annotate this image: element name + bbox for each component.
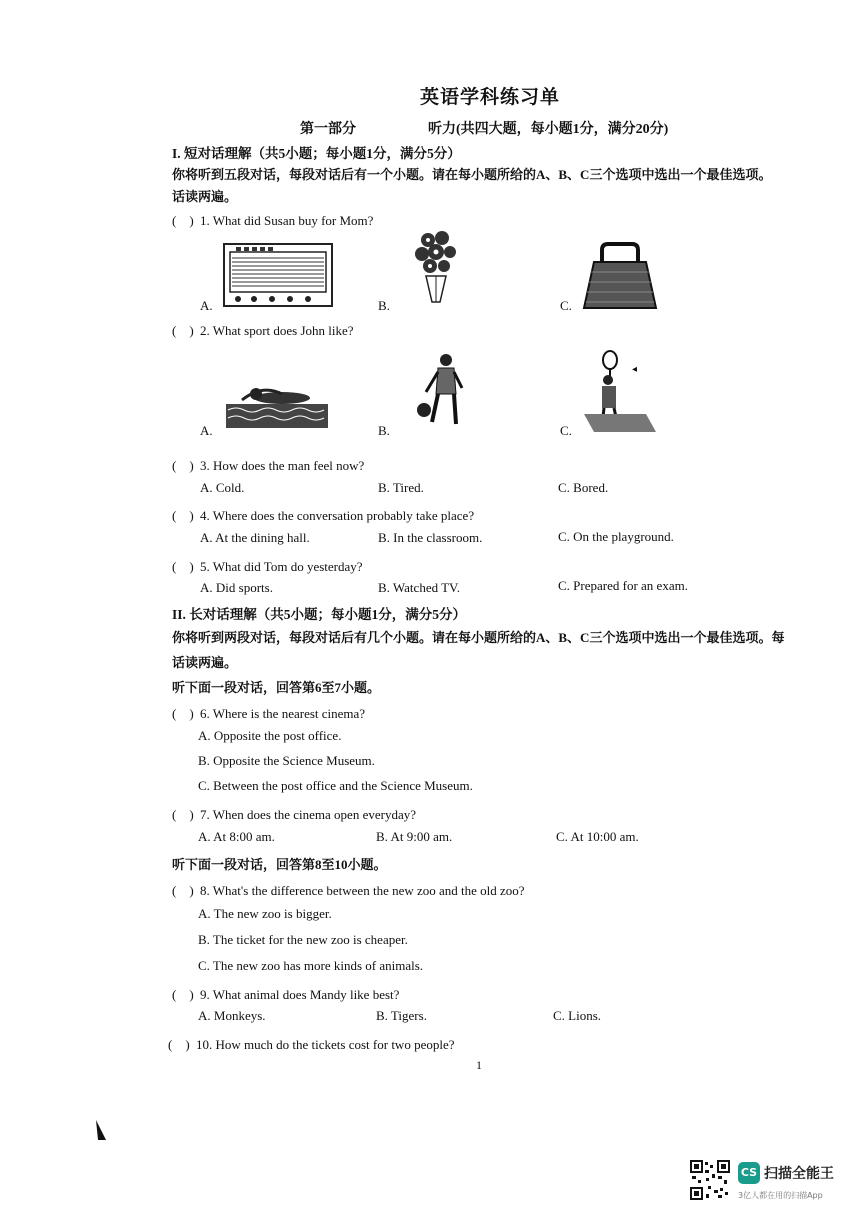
answer-bracket[interactable]: ( ) <box>172 706 194 721</box>
page-title: 英语学科练习单 <box>419 87 560 108</box>
section1-instruction-2: 话读两遍。 <box>172 189 238 204</box>
question-text: 2. What sport does John like? <box>200 323 354 338</box>
option-a-label: A. <box>200 423 213 438</box>
question-text: 3. How does the man feel now? <box>200 458 365 473</box>
option-b[interactable]: B. Watched TV. <box>378 580 461 595</box>
option-b[interactable]: B. Tired. <box>378 480 424 495</box>
svg-text:◂: ◂ <box>632 364 638 375</box>
camscanner-icon: CS <box>738 1162 760 1184</box>
option-b[interactable]: B. At 9:00 am. <box>376 829 453 844</box>
option-c-label: C. <box>560 423 572 438</box>
page-number: 1 <box>476 1058 482 1072</box>
section1-heading: I. 短对话理解（共5小题；每小题1分，满分5分） <box>172 146 461 161</box>
option-c[interactable]: C. Between the post office and the Science Museum. <box>198 778 473 793</box>
question-8 <box>172 880 525 899</box>
part-heading <box>300 118 740 138</box>
option-b-label: B. <box>378 298 390 313</box>
question-7 <box>172 804 416 823</box>
option-a[interactable]: A. Cold. <box>200 480 245 495</box>
question-4 <box>172 505 474 524</box>
answer-bracket[interactable]: ( ) <box>172 458 194 473</box>
section2-subheading-2: 听下面一段对话，回答第8至10小题。 <box>172 857 387 872</box>
question-text: 7. When does the cinema open everyday? <box>200 807 416 822</box>
option-b[interactable]: B. Opposite the Science Museum. <box>198 753 375 768</box>
question-text: 6. Where is the nearest cinema? <box>200 706 366 721</box>
option-a-label: A. <box>200 298 213 313</box>
option-a[interactable]: A. At the dining hall. <box>200 530 310 545</box>
option-a[interactable]: A. The new zoo is bigger. <box>198 906 332 921</box>
option-c[interactable]: C. Prepared for an exam. <box>558 578 688 593</box>
answer-bracket[interactable]: ( ) <box>172 807 194 822</box>
handbag-picture-icon <box>580 240 660 312</box>
question-text: 9. What animal does Mandy like best? <box>200 987 400 1002</box>
question-9 <box>172 984 399 1003</box>
section2-subheading-1: 听下面一段对话，回答第6至7小题。 <box>172 680 381 695</box>
brand-name: 扫描全能王 <box>764 1166 834 1182</box>
section2-instruction: 你将听到两段对话，每段对话后有几个小题。请在每小题所给的A、B、C三个选项中选出一个最佳选项。每 <box>172 630 785 645</box>
question-text: 8. What's the difference between the new zoo and the old zoo? <box>200 883 525 898</box>
answer-bracket[interactable]: ( ) <box>172 508 194 523</box>
section2-heading: II. 长对话理解（共5小题；每小题1分，满分5分） <box>172 607 467 622</box>
section2-instruction-2: 话读两遍。 <box>172 655 238 670</box>
option-a[interactable]: A. Opposite the post office. <box>198 728 342 743</box>
part-text: 听力(共四大题，每小题1分，满分20分) <box>428 122 669 137</box>
basketball-picture-icon <box>412 352 472 434</box>
swimming-picture-icon <box>222 380 332 432</box>
brand-slogan: 3亿人都在用的扫描App <box>738 1191 823 1200</box>
option-b[interactable]: B. Tigers. <box>376 1008 427 1023</box>
flowers-picture-icon <box>410 228 462 308</box>
option-a[interactable]: A. At 8:00 am. <box>198 829 275 844</box>
answer-bracket[interactable]: ( ) <box>172 323 194 338</box>
question-6 <box>172 703 365 722</box>
question-text: 4. Where does the conversation probably take place? <box>200 508 475 523</box>
qr-code-icon <box>690 1160 730 1200</box>
option-b[interactable]: B. The ticket for the new zoo is cheaper. <box>198 932 408 947</box>
option-c[interactable]: C. Lions. <box>553 1008 602 1023</box>
scan-mark-icon <box>94 1118 108 1142</box>
answer-bracket[interactable]: ( ) <box>172 559 194 574</box>
answer-bracket[interactable]: ( ) <box>172 213 194 228</box>
option-b-label: B. <box>378 423 390 438</box>
scarf-picture-icon <box>222 242 334 308</box>
part-label: 第一部分 <box>300 122 356 137</box>
answer-bracket[interactable]: ( ) <box>168 1037 190 1052</box>
option-c[interactable]: C. Bored. <box>558 480 609 495</box>
question-3 <box>172 455 364 474</box>
option-c-label: C. <box>560 298 572 313</box>
question-5 <box>172 556 363 575</box>
question-text: 5. What did Tom do yesterday? <box>200 559 363 574</box>
answer-bracket[interactable]: ( ) <box>172 987 194 1002</box>
option-b[interactable]: B. In the classroom. <box>378 530 483 545</box>
option-c[interactable]: C. At 10:00 am. <box>556 829 639 844</box>
badminton-picture-icon <box>580 350 660 434</box>
option-a[interactable]: A. Did sports. <box>200 580 273 595</box>
option-c[interactable]: C. The new zoo has more kinds of animals. <box>198 958 424 973</box>
section1-instruction: 你将听到五段对话，每段对话后有一个小题。请在每小题所给的A、B、C三个选项中选出一个最佳选项。 <box>172 167 772 182</box>
option-a[interactable]: A. Monkeys. <box>198 1008 266 1023</box>
question-2 <box>172 320 354 339</box>
question-text: 1. What did Susan buy for Mom? <box>200 213 374 228</box>
question-text: 10. How much do the tickets cost for two people? <box>196 1037 455 1052</box>
question-1 <box>172 210 373 229</box>
question-10 <box>168 1034 455 1053</box>
answer-bracket[interactable]: ( ) <box>172 883 194 898</box>
option-c[interactable]: C. On the playground. <box>558 529 674 544</box>
scanner-brand <box>738 1162 834 1184</box>
